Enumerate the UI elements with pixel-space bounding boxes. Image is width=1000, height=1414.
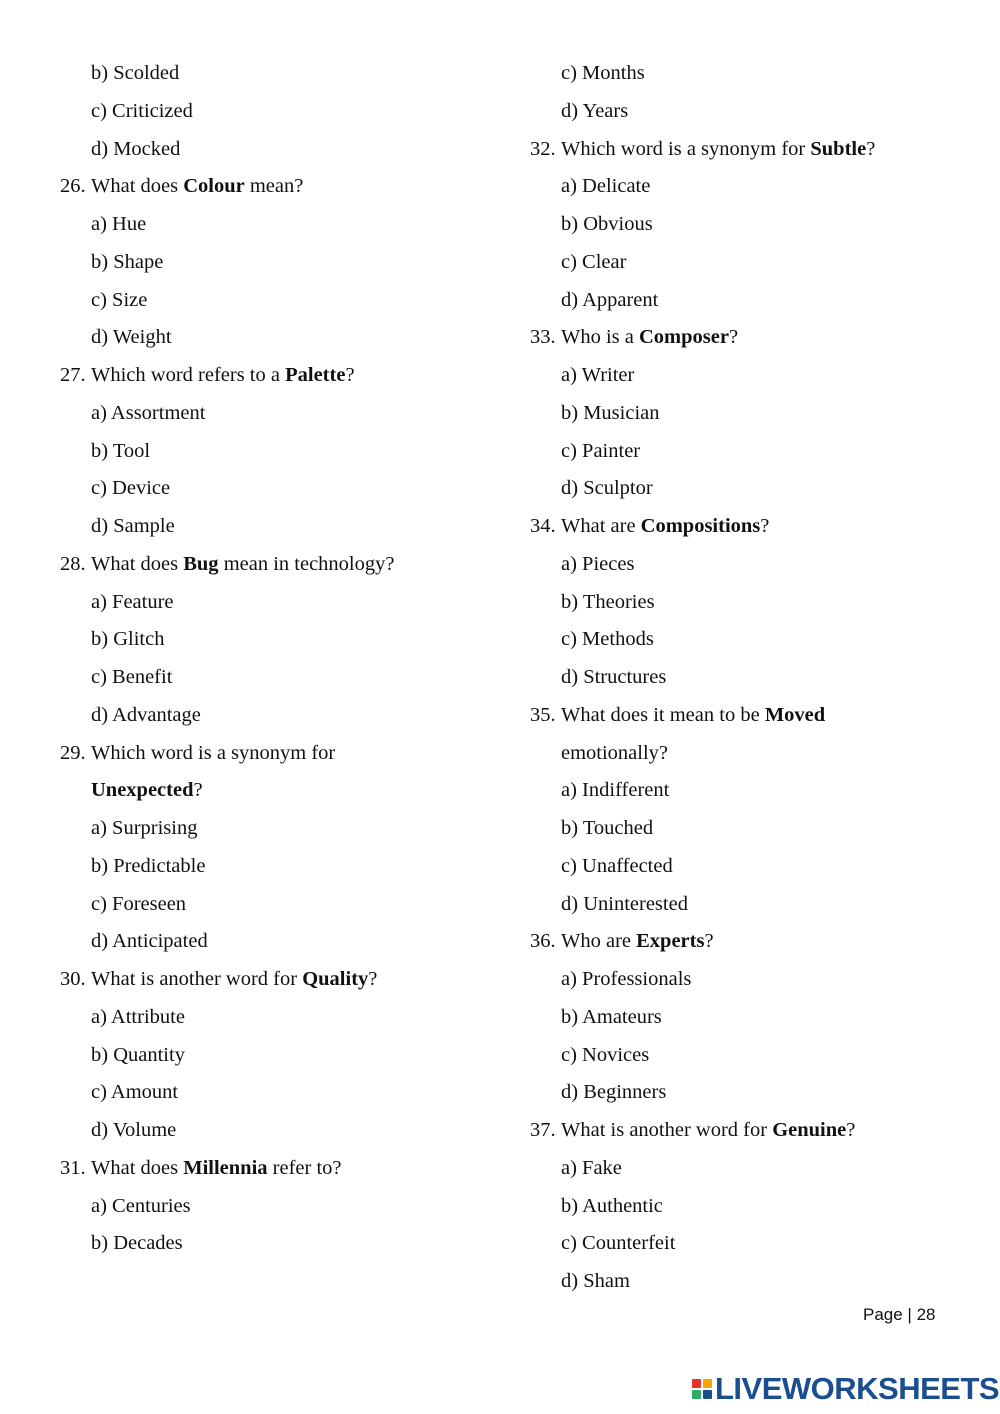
question-text-part: refer to?: [267, 1156, 342, 1179]
question-text-part: What does: [91, 1156, 184, 1179]
question-text: [561, 742, 668, 764]
answer-option: b) Tool: [91, 439, 151, 462]
question-keyword: Subtle: [810, 137, 867, 160]
question-text-part: ?: [345, 364, 355, 386]
question-text: [91, 961, 377, 999]
question-text-part: Which word is a synonym for: [91, 741, 336, 764]
answer-option: b) Quantity: [91, 1043, 185, 1066]
question-number: 26.: [60, 175, 86, 198]
question-number: 33.: [530, 326, 556, 349]
question: [530, 508, 950, 546]
question-number: 35.: [530, 703, 556, 726]
question: [60, 961, 500, 999]
question-text: [91, 735, 335, 773]
answer-option: d) Years: [561, 99, 629, 122]
question-text-part: ?: [866, 137, 876, 160]
answer-option: d) Sham: [561, 1270, 630, 1292]
logo-square-orange: [703, 1379, 712, 1388]
answer-option: d) Advantage: [91, 703, 201, 726]
answer-option: d) Sculptor: [561, 477, 653, 500]
answer-option: b) Musician: [561, 401, 660, 424]
answer-option: a) Attribute: [91, 1005, 185, 1028]
question: [530, 131, 950, 169]
question-text: [561, 697, 825, 735]
question-number: 37.: [530, 1119, 556, 1141]
question-text-part: mean in technology?: [218, 552, 395, 575]
answer-option: c) Months: [561, 62, 645, 84]
question-text: [561, 508, 769, 546]
question-keyword: Moved: [764, 703, 826, 726]
answer-option: a) Pieces: [561, 552, 635, 575]
question-continuation: [60, 772, 500, 810]
question-text-part: Who are: [561, 930, 637, 953]
question-text-part: What is another word for: [91, 968, 303, 990]
liveworksheets-wordmark: LIVEWORKSHEETS: [715, 1371, 1000, 1406]
answer-option: b) Touched: [561, 817, 654, 839]
answer-option: c) Unaffected: [561, 854, 673, 877]
question-keyword: Millennia: [183, 1156, 268, 1179]
question: [530, 923, 950, 961]
answer-option: a) Feature: [91, 590, 174, 613]
question-continuation: [530, 735, 950, 773]
question: [60, 357, 500, 395]
question-text-part: What are: [561, 515, 641, 537]
question: [60, 735, 500, 773]
liveworksheets-logo[interactable]: [692, 1372, 999, 1406]
question-text-part: Which word refers to a: [91, 364, 286, 386]
question-text-part: What does it mean to be: [561, 703, 765, 726]
question-text-part: ?: [368, 968, 378, 990]
answer-option: b) Predictable: [91, 854, 206, 877]
answer-option: a) Indifferent: [561, 779, 670, 802]
answer-option: d) Apparent: [561, 288, 659, 311]
question-text-part: What does: [91, 175, 184, 198]
left-column: [60, 55, 500, 1263]
answer-option: b) Scolded: [91, 62, 180, 84]
answer-option: c) Clear: [561, 250, 627, 273]
answer-option: d) Weight: [91, 326, 172, 349]
question-number: 29.: [60, 741, 86, 764]
question-keyword: Quality: [302, 968, 369, 990]
question-text-part: mean?: [244, 175, 304, 198]
question-text: [91, 779, 203, 801]
answer-option: a) Delicate: [561, 175, 651, 198]
question-number: 28.: [60, 552, 86, 575]
question-keyword: Composer: [639, 326, 729, 349]
question-text-part: Who is a: [561, 326, 639, 349]
question-text-part: ?: [193, 779, 203, 802]
question-text-part: ?: [704, 930, 714, 953]
question-number: 31.: [60, 1156, 86, 1179]
page-number: Page | 28: [863, 1305, 936, 1324]
answer-option: a) Centuries: [91, 1194, 191, 1217]
question-keyword: Unexpected: [91, 779, 194, 802]
answer-option: d) Anticipated: [91, 930, 208, 953]
answer-option: c) Device: [91, 477, 171, 500]
question: [60, 1150, 500, 1188]
question-keyword: Palette: [285, 364, 346, 386]
answer-option: c) Painter: [561, 439, 641, 462]
question-text: [561, 319, 738, 357]
question-text-part: What is another word for: [561, 1119, 773, 1141]
question: [530, 1112, 950, 1150]
answer-option: c) Foreseen: [91, 892, 187, 915]
question-text-part: ?: [760, 515, 770, 537]
question: [530, 697, 950, 735]
question-number: 34.: [530, 515, 556, 537]
question-keyword: Colour: [183, 175, 245, 198]
answer-option: a) Surprising: [91, 817, 198, 839]
answer-option: c) Size: [91, 288, 148, 311]
answer-option: b) Amateurs: [561, 1005, 662, 1028]
question-text: [91, 1150, 342, 1188]
logo-square-green: [692, 1390, 701, 1399]
answer-option: d) Structures: [561, 666, 667, 688]
answer-option: d) Mocked: [91, 137, 181, 160]
answer-option: b) Obvious: [561, 213, 653, 235]
answer-option: a) Professionals: [561, 968, 692, 990]
answer-option: a) Fake: [561, 1156, 622, 1179]
answer-option: b) Shape: [91, 250, 164, 273]
answer-option: b) Glitch: [91, 628, 165, 651]
question-number: 32.: [530, 137, 556, 160]
question-text-part: What does: [91, 552, 184, 575]
question-text: [561, 1112, 855, 1150]
answer-option: c) Amount: [91, 1081, 179, 1104]
question-text: [91, 546, 394, 584]
question-text-part: emotionally?: [561, 741, 669, 764]
answer-option: b) Decades: [91, 1232, 183, 1255]
question-text-part: ?: [728, 326, 739, 349]
answer-option: c) Novices: [561, 1043, 650, 1066]
question-text: [561, 131, 875, 169]
question-keyword: Experts: [636, 930, 705, 953]
logo-square-blue: [703, 1390, 712, 1399]
question-keyword: Compositions: [640, 515, 761, 537]
answer-option: d) Volume: [91, 1119, 177, 1141]
question: [530, 319, 950, 357]
answer-option: b) Authentic: [561, 1194, 663, 1217]
answer-option: c) Criticized: [91, 99, 193, 122]
question-number: 27.: [60, 364, 86, 386]
question-keyword: Genuine: [772, 1119, 847, 1141]
answer-option: a) Hue: [91, 213, 147, 235]
question-text: [91, 357, 355, 395]
logo-square-red: [692, 1379, 701, 1388]
question-keyword: Bug: [183, 552, 219, 575]
question-number: 30.: [60, 968, 86, 990]
question-text-part: Which word is a synonym for: [561, 137, 811, 160]
liveworksheets-logo-icon: [692, 1379, 712, 1399]
answer-option: c) Counterfeit: [561, 1232, 676, 1255]
answer-option: c) Methods: [561, 628, 654, 651]
answer-option: d) Sample: [91, 515, 175, 537]
question-text: [561, 923, 714, 961]
question-text-part: ?: [846, 1119, 856, 1141]
answer-option: d) Beginners: [561, 1081, 667, 1104]
question: [60, 168, 500, 206]
question-text: [91, 168, 303, 206]
answer-option: a) Assortment: [91, 401, 206, 424]
question: [60, 546, 500, 584]
answer-option: c) Benefit: [91, 666, 173, 688]
answer-option: d) Uninterested: [561, 892, 688, 915]
answer-option: a) Writer: [561, 364, 635, 386]
question-number: 36.: [530, 930, 556, 953]
answer-option: b) Theories: [561, 590, 655, 613]
right-column: [530, 55, 950, 1301]
